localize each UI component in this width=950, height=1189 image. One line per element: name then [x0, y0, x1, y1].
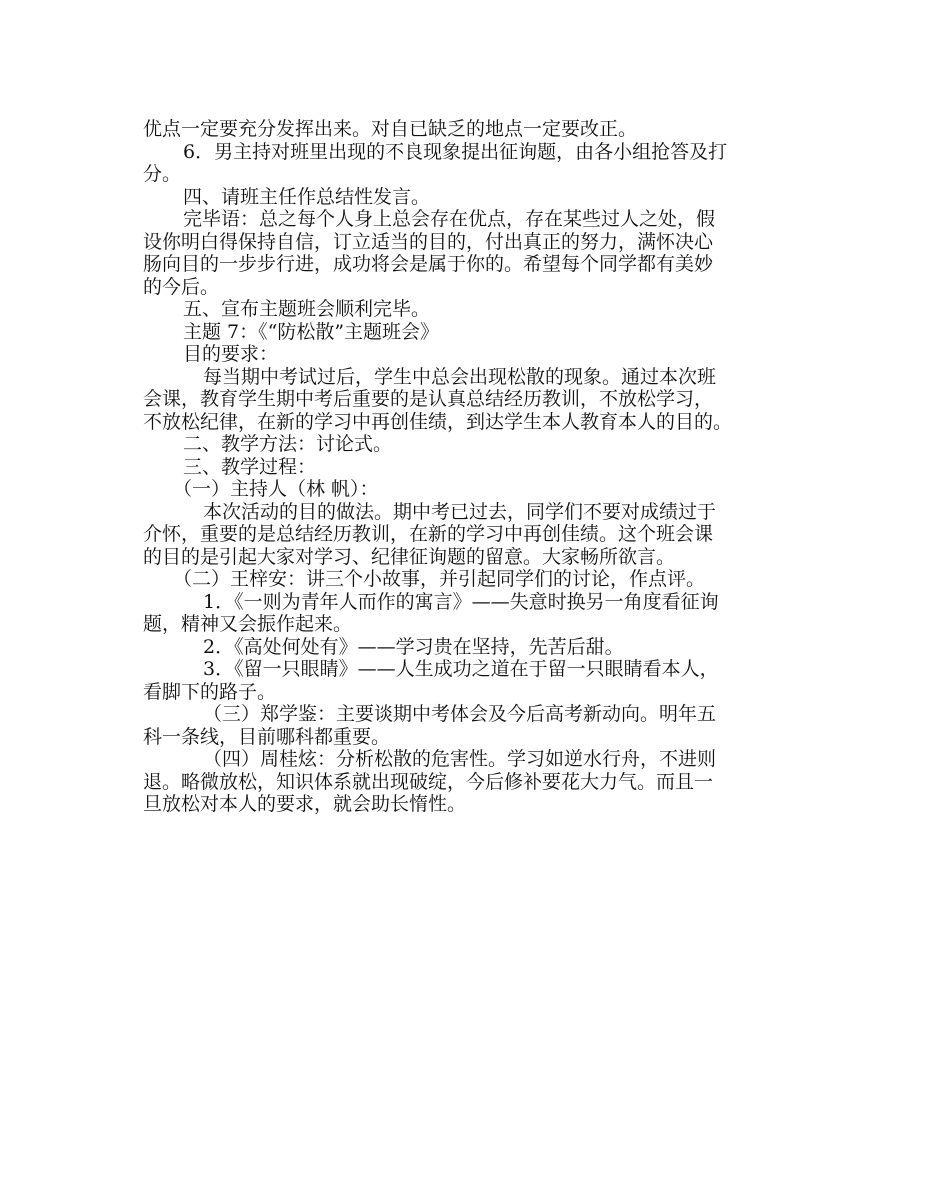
section-heading: 五、宣布主题班会顺利完毕。 [183, 298, 431, 320]
text-line: 旦放松对本人的要求，就会助长惰性。 [143, 793, 467, 815]
text-line: 设你明白得保持自信，订立适当的目的，付出真正的努力，满怀决心 [143, 230, 714, 253]
list-item: 3．《留一只眼睛》——人生成功之道在于留一只眼睛看本人， [203, 658, 719, 680]
section-heading: 二、教学方法：讨论式。 [183, 433, 393, 455]
document-page [143, 118, 813, 816]
topic-title: 主题 7：《“防松散”主题班会》 [183, 320, 440, 343]
sub-heading: （四）周桂炫：分析松散的危害性。学习如逆水行舟，不进则 [203, 748, 717, 770]
text-line: 会课，教育学生期中考后重要的是认真总结经历教训，不放松学习， [143, 388, 714, 410]
text-line: 不放松纪律，在新的学习中再创佳绩，到达学生本人教育本人的目的。 [143, 410, 733, 433]
text-line: 题，精神又会振作起来。 [143, 613, 353, 635]
text-line: 每当期中考试过后，学生中总会出现松散的现象。通过本次班 [203, 365, 717, 388]
text-line: 完毕语：总之每个人身上总会存在优点，存在某些过人之处，假 [183, 208, 716, 230]
text-line: 肠向目的一步步行进，成功将会是属于你的。希望每个同学都有美妙 [143, 253, 714, 275]
text-line: 的今后。 [143, 275, 220, 298]
text-line: 6．男主持对班里出现的不良现象提出征询题，由各小组抢答及打 [183, 140, 728, 163]
sub-heading: （一）主持人（林 帆）： [173, 478, 379, 500]
section-heading: 四、请班主任作总结性发言。 [183, 185, 431, 208]
text-line: 分。 [143, 163, 182, 185]
section-heading: 目的要求： [183, 343, 279, 365]
list-item: 1．《一则为青年人而作的寓言》——失意时换另一角度看征询 [203, 590, 719, 613]
text-line: 科一条线，目前哪科都重要。 [143, 725, 391, 748]
text-line: 本次活动的目的做法。期中考已过去，同学们不要对成绩过于 [203, 500, 717, 523]
text-line: 优点一定要充分发挥出来。对自已缺乏的地点一定要改正。 [143, 118, 638, 140]
text-line: 的目的是引起大家对学习、纪律征询题的留意。大家畅所欲言。 [143, 545, 676, 568]
sub-heading: （三）郑学鉴：主要谈期中考体会及今后高考新动向。明年五 [203, 703, 717, 725]
text-line: 退。略微放松，知识体系就出现破绽，今后修补要花大力气。而且一 [143, 770, 714, 793]
section-heading: 三、教学过程： [183, 455, 317, 478]
text-line: 介怀，重要的是总结经历教训，在新的学习中再创佳绩。这个班会课 [143, 523, 714, 545]
sub-heading: （二）王梓安：讲三个小故事，并引起同学们的讨论，作点评。 [173, 568, 706, 590]
list-item: 2．《高处何处有》——学习贵在坚持，先苦后甜。 [203, 635, 624, 658]
text-line: 看脚下的路子。 [143, 680, 277, 703]
